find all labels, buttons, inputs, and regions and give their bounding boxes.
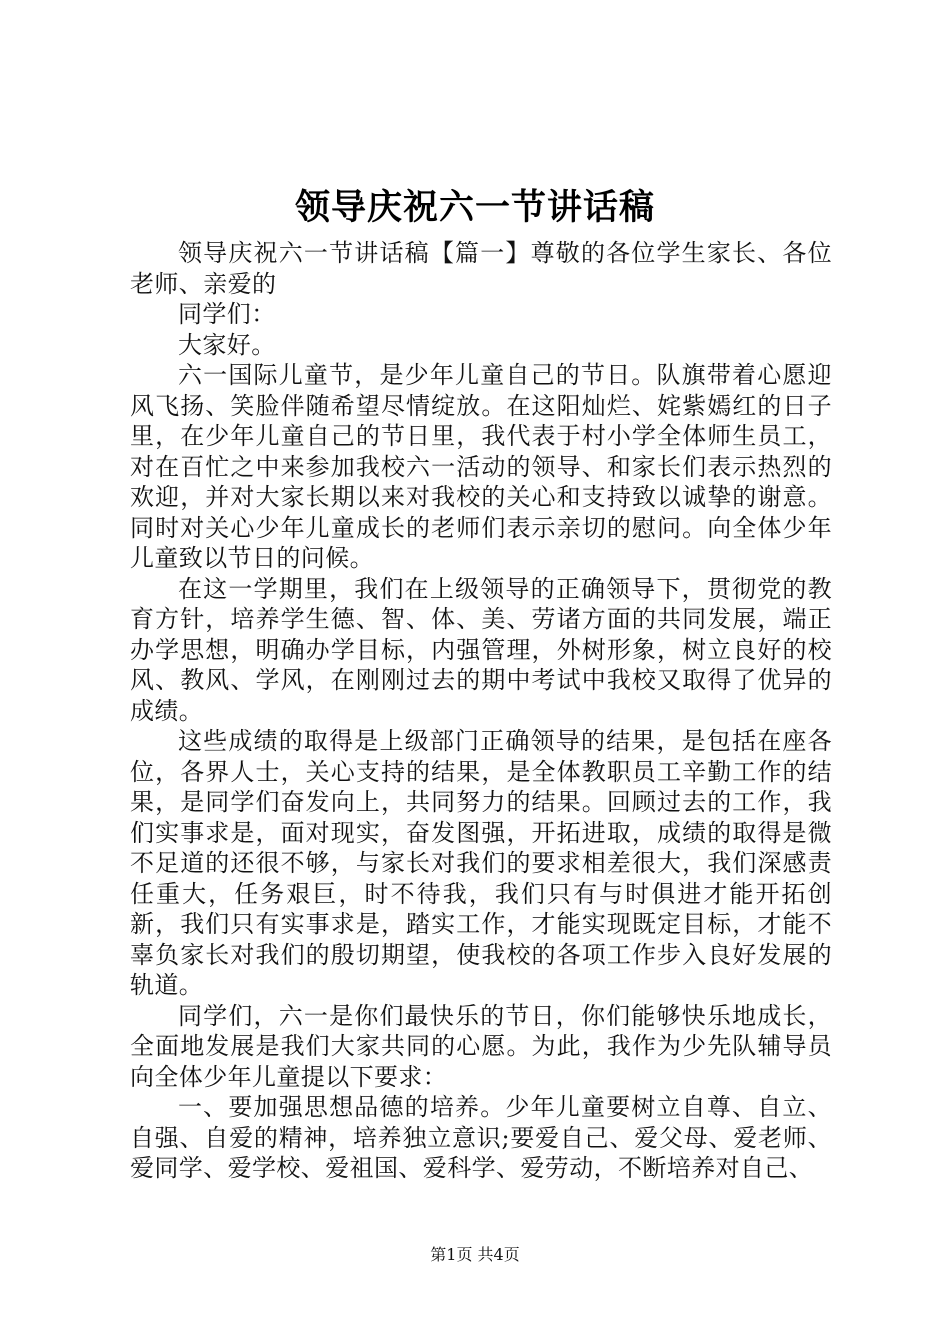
page-title: 领导庆祝六一节讲话稿 xyxy=(294,187,655,228)
paragraph: 同学们，六一是你们最快乐的节日，你们能够快乐地成长，全面地发展是我们大家共同的心愿。为此，我作为少先队辅导员向全体少年儿童提以下要求： xyxy=(130,1001,832,1091)
paragraph: 在这一学期里，我们在上级领导的正确领导下，贯彻党的教育方针，培养学生德、智、体、美、劳诸方面的共同发展，端正办学思想，明确办学目标，内强管理，外树形象，树立良好的校风、教风、学风，在刚刚过去的期中考试中我校又取得了优异的成绩。 xyxy=(130,574,832,725)
paragraph: 这些成绩的取得是上级部门正确领导的结果，是包括在座各位，各界人士，关心支持的结果，是全体教职员工辛勤工作的结果，是同学们奋发向上，共同努力的结果。回顾过去的工作，我们实事求是，面对现实，奋发图强，开拓进取，成绩的取得是微不足道的还很不够，与家长对我们的要求相差很大，我们深感责任重大，任务艰巨，时不待我，我们只有与时俱进才能开拓创新，我们只有实事求是，踏实工作，才能实现既定目标，才能不辜负家长对我们的殷切期望，使我校的各项工作步入良好发展的轨道。 xyxy=(130,727,832,999)
paragraph: 一、要加强思想品德的培养。少年儿童要树立自尊、自立、自强、自爱的精神，培养独立意识;要爱自己、爱父母、爱老师、爱同学、爱学校、爱祖国、爱科学、爱劳动，不断培养对自己、 xyxy=(130,1093,832,1182)
page-footer: 第1页 共4页 xyxy=(430,1245,520,1264)
paragraph: 同学们： xyxy=(178,300,276,328)
paragraph: 领导庆祝六一节讲话稿【篇一】尊敬的各位学生家长、各位老师、亲爱的 xyxy=(130,239,832,298)
document-body xyxy=(130,238,832,1184)
paragraph: 大家好。 xyxy=(178,330,276,359)
paragraph: 六一国际儿童节，是少年儿童自己的节日。队旗带着心愿迎风飞扬、笑脸伴随希望尽情绽放。在这阳灿烂、姹紫嫣红的日子里，在少年儿童自己的节日里，我代表于村小学全体师生员工，对在百忙之中来参加我校六一活动的领导、和家长们表示热烈的欢迎，并对大家长期以来对我校的关心和支持致以诚挚的谢意。同时对关心少年儿童成长的老师们表示亲切的慰问。向全体少年儿童致以节日的问候。 xyxy=(130,361,832,572)
